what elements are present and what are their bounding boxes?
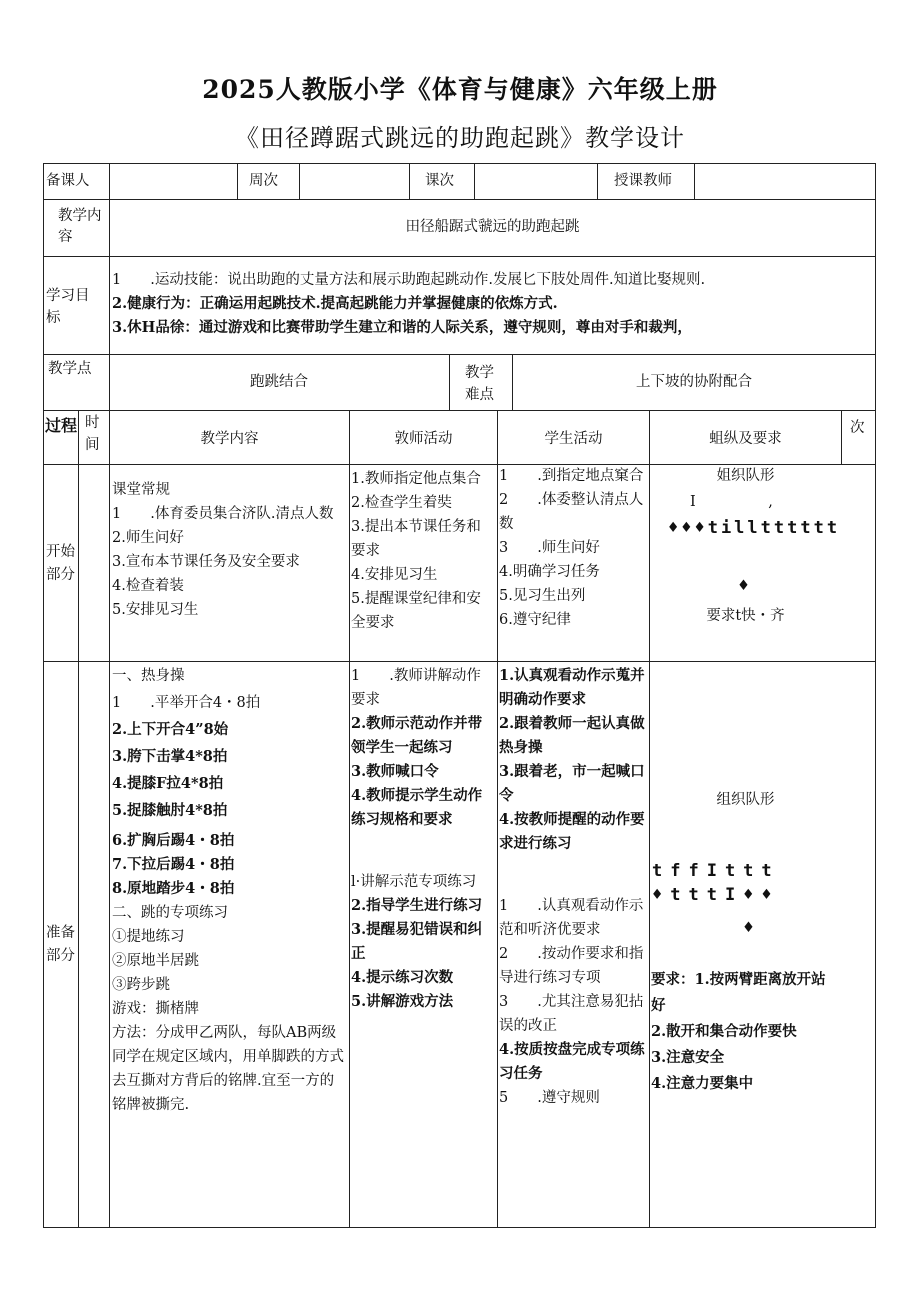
list-item: 3 .尤其注意易犯拈误的改正 [499,994,644,1034]
teacher-label: 授课教师 [614,173,672,189]
start-label: 开始部分 [46,544,75,583]
list-item: 4.明确学习任务 [499,564,600,580]
content-label: 教学内容 [58,208,102,245]
spacer [499,856,647,894]
list-item: 2.检查学生着奘 [351,495,452,511]
list-item: 1 .认真观看动作示范和听济优要求 [499,898,644,938]
header-times: 次 [850,420,865,436]
list-item: 1.教师指定他点集合 [351,471,481,487]
list-item: 5.见习生出列 [499,588,586,604]
start-student [499,464,647,660]
list-item: 3.胯下击掌4*8拍 [112,748,228,765]
list-item: 课堂常规 [112,482,170,498]
list-item: 2.上下开合4”8始 [112,721,229,738]
list-item: 4.提膝F拉4*8拍 [112,775,224,792]
lesson-label: 课次 [425,173,454,189]
list-item: 5.讲解游戏方法 [351,993,454,1010]
start-org-marks: I , [690,494,773,510]
list-item: 5.捉膝触肘4*8拍 [112,802,228,819]
list-item: 5 .遵守规则 [499,1090,600,1106]
key-label: 教学点 [48,361,92,377]
list-item: 4.提示练习次数 [351,969,454,986]
start-org-require: 要求t快・齐 [706,608,785,624]
start-org-title: 姐织队形 [716,468,775,484]
prep-teacher [351,664,495,1014]
preparer-label: 备课人 [46,173,90,189]
list-item: 2 .按动作要求和指导进行练习专项 [499,946,644,986]
list-item: 4.注意力要集中 [651,1075,754,1092]
list-item: 2.教师示范动作并带领学生一起练习 [351,715,483,756]
list-item: 4.安排见习生 [351,567,438,583]
difficulty-value: 上下坡的协附配合 [636,374,752,390]
list-item: ①提地练习 [112,929,185,945]
week-label: 周次 [249,173,278,189]
prep-label: 准备部分 [46,925,75,964]
list-item: 要求：1.按两臂距离放开站好 [651,971,826,1014]
list-item: 2.散开和集合动作要快 [651,1023,797,1040]
start-formation-pattern: ♦♦♦tilltttttt [668,518,841,538]
list-item: 4.按质按盘完成专项练习任务 [499,1041,645,1082]
list-item: 8.原地踏步4・8拍 [112,880,235,897]
list-item: 4.教师提示学生动作练习规格和要求 [351,787,483,828]
prep-formation-row1: tffIttt [652,861,780,881]
list-item: 7.下拉后踢4・8拍 [112,856,235,873]
list-item: ②原地半居跳 [112,953,199,969]
list-item: 1 .体育委员集合济队.清点人数 [112,506,334,522]
start-org-dot: ♦ [737,578,750,594]
list-item: 一、热身操 [112,668,185,684]
list-item: 3.提出本节课任务和要求 [351,519,481,559]
list-item: 6.扩胸后踢4・8拍 [112,832,235,849]
prep-student [499,664,647,1110]
list-item: 3.注意安全 [651,1049,725,1066]
list-item: 游戏：撕楮牌 [112,1001,199,1017]
list-item: 1 .平举开合4・8拍 [112,695,261,711]
header-teacher: 敦师活动 [394,431,453,447]
list-item: 二、跳的专项练习 [112,905,228,921]
list-item: 2.指导学生进行练习 [351,897,483,914]
list-item: 3.跟着老，市一起喊口令 [499,763,645,804]
list-item: 2.师生问好 [112,530,184,546]
list-item: 1 .教师讲解动作要求 [351,668,481,708]
start-teacher [351,467,495,635]
list-item: l·讲解示范专项练习 [351,874,477,890]
list-item: ③跨步跳 [112,977,170,993]
goal-item: 3.休H品徐：通过游戏和比赛带助学生建立和谐的人际关系，遵守规则，尊由对手和裁判， [112,319,692,336]
prep-org-require [651,967,839,1097]
doc-title-line2: 《田径蹲踞式跳远的助跑起跳》教学设计 [235,124,685,152]
list-item: 4.检查着装 [112,578,184,594]
start-content [112,478,346,622]
header-time: 时间 [85,415,100,453]
goals-list [112,268,872,340]
list-item: 3.提醒易犯错误和纠正 [351,921,483,962]
goal-item: 1 .运动技能：说出助跑的丈量方法和展示助跑起跳动作.发展匕下肢处周件.知道比娶规则. [112,272,706,288]
content-value: 田径船踞式虢远的助跑起跳 [405,219,580,235]
list-item: 2.跟着教师一起认真做热身操 [499,715,645,756]
key-value: 跑跳结合 [250,374,308,390]
goal-item: 2.健康行为：正确运用起跳技术.提高起跳能力并掌握健康的依炼方式. [112,295,558,312]
list-item: 方法：分成甲乙两队，每队AB两级同学在规定区域内，用单脚跌的方式去互撕对方背后的铭牌.宜至一方的铭牌被撕完. [112,1025,344,1113]
difficulty-label: 教学难点 [465,365,494,403]
header-student: 学生活动 [544,431,603,447]
prep-org-dot: ♦ [742,920,755,936]
header-process: 过程 [45,416,78,435]
header-organize: 蛆纵及要求 [709,431,782,447]
list-item: 1.认真观看动作示蒐并明确动作要求 [499,667,645,708]
list-item: 6.遵守纪律 [499,612,571,628]
list-item: 1 .到指定地点窠合 [499,468,644,484]
list-item: 2 .体委整认清点人数 [499,492,644,532]
spacer [351,832,495,870]
doc-title-line1: 2025人教版小学《体育与健康》六年级上册 [202,75,718,104]
list-item: 4.按教师提醒的动作要求进行练习 [499,811,645,852]
goals-label: 学习目标 [46,288,90,326]
list-item: 5.安排见习生 [112,602,199,618]
list-item: 5.提醒课堂纪律和安全要求 [351,591,481,631]
list-item: 3 .师生问好 [499,540,600,556]
prep-content [112,664,346,1117]
list-item: 3.教师喊口令 [351,763,439,780]
prep-org-title: 组织队形 [716,792,775,808]
header-content: 教学内容 [200,431,259,447]
list-item: 3.宣布本节课任务及安全要求 [112,554,300,570]
prep-formation-row2: ♦tttI♦♦ [652,885,780,905]
